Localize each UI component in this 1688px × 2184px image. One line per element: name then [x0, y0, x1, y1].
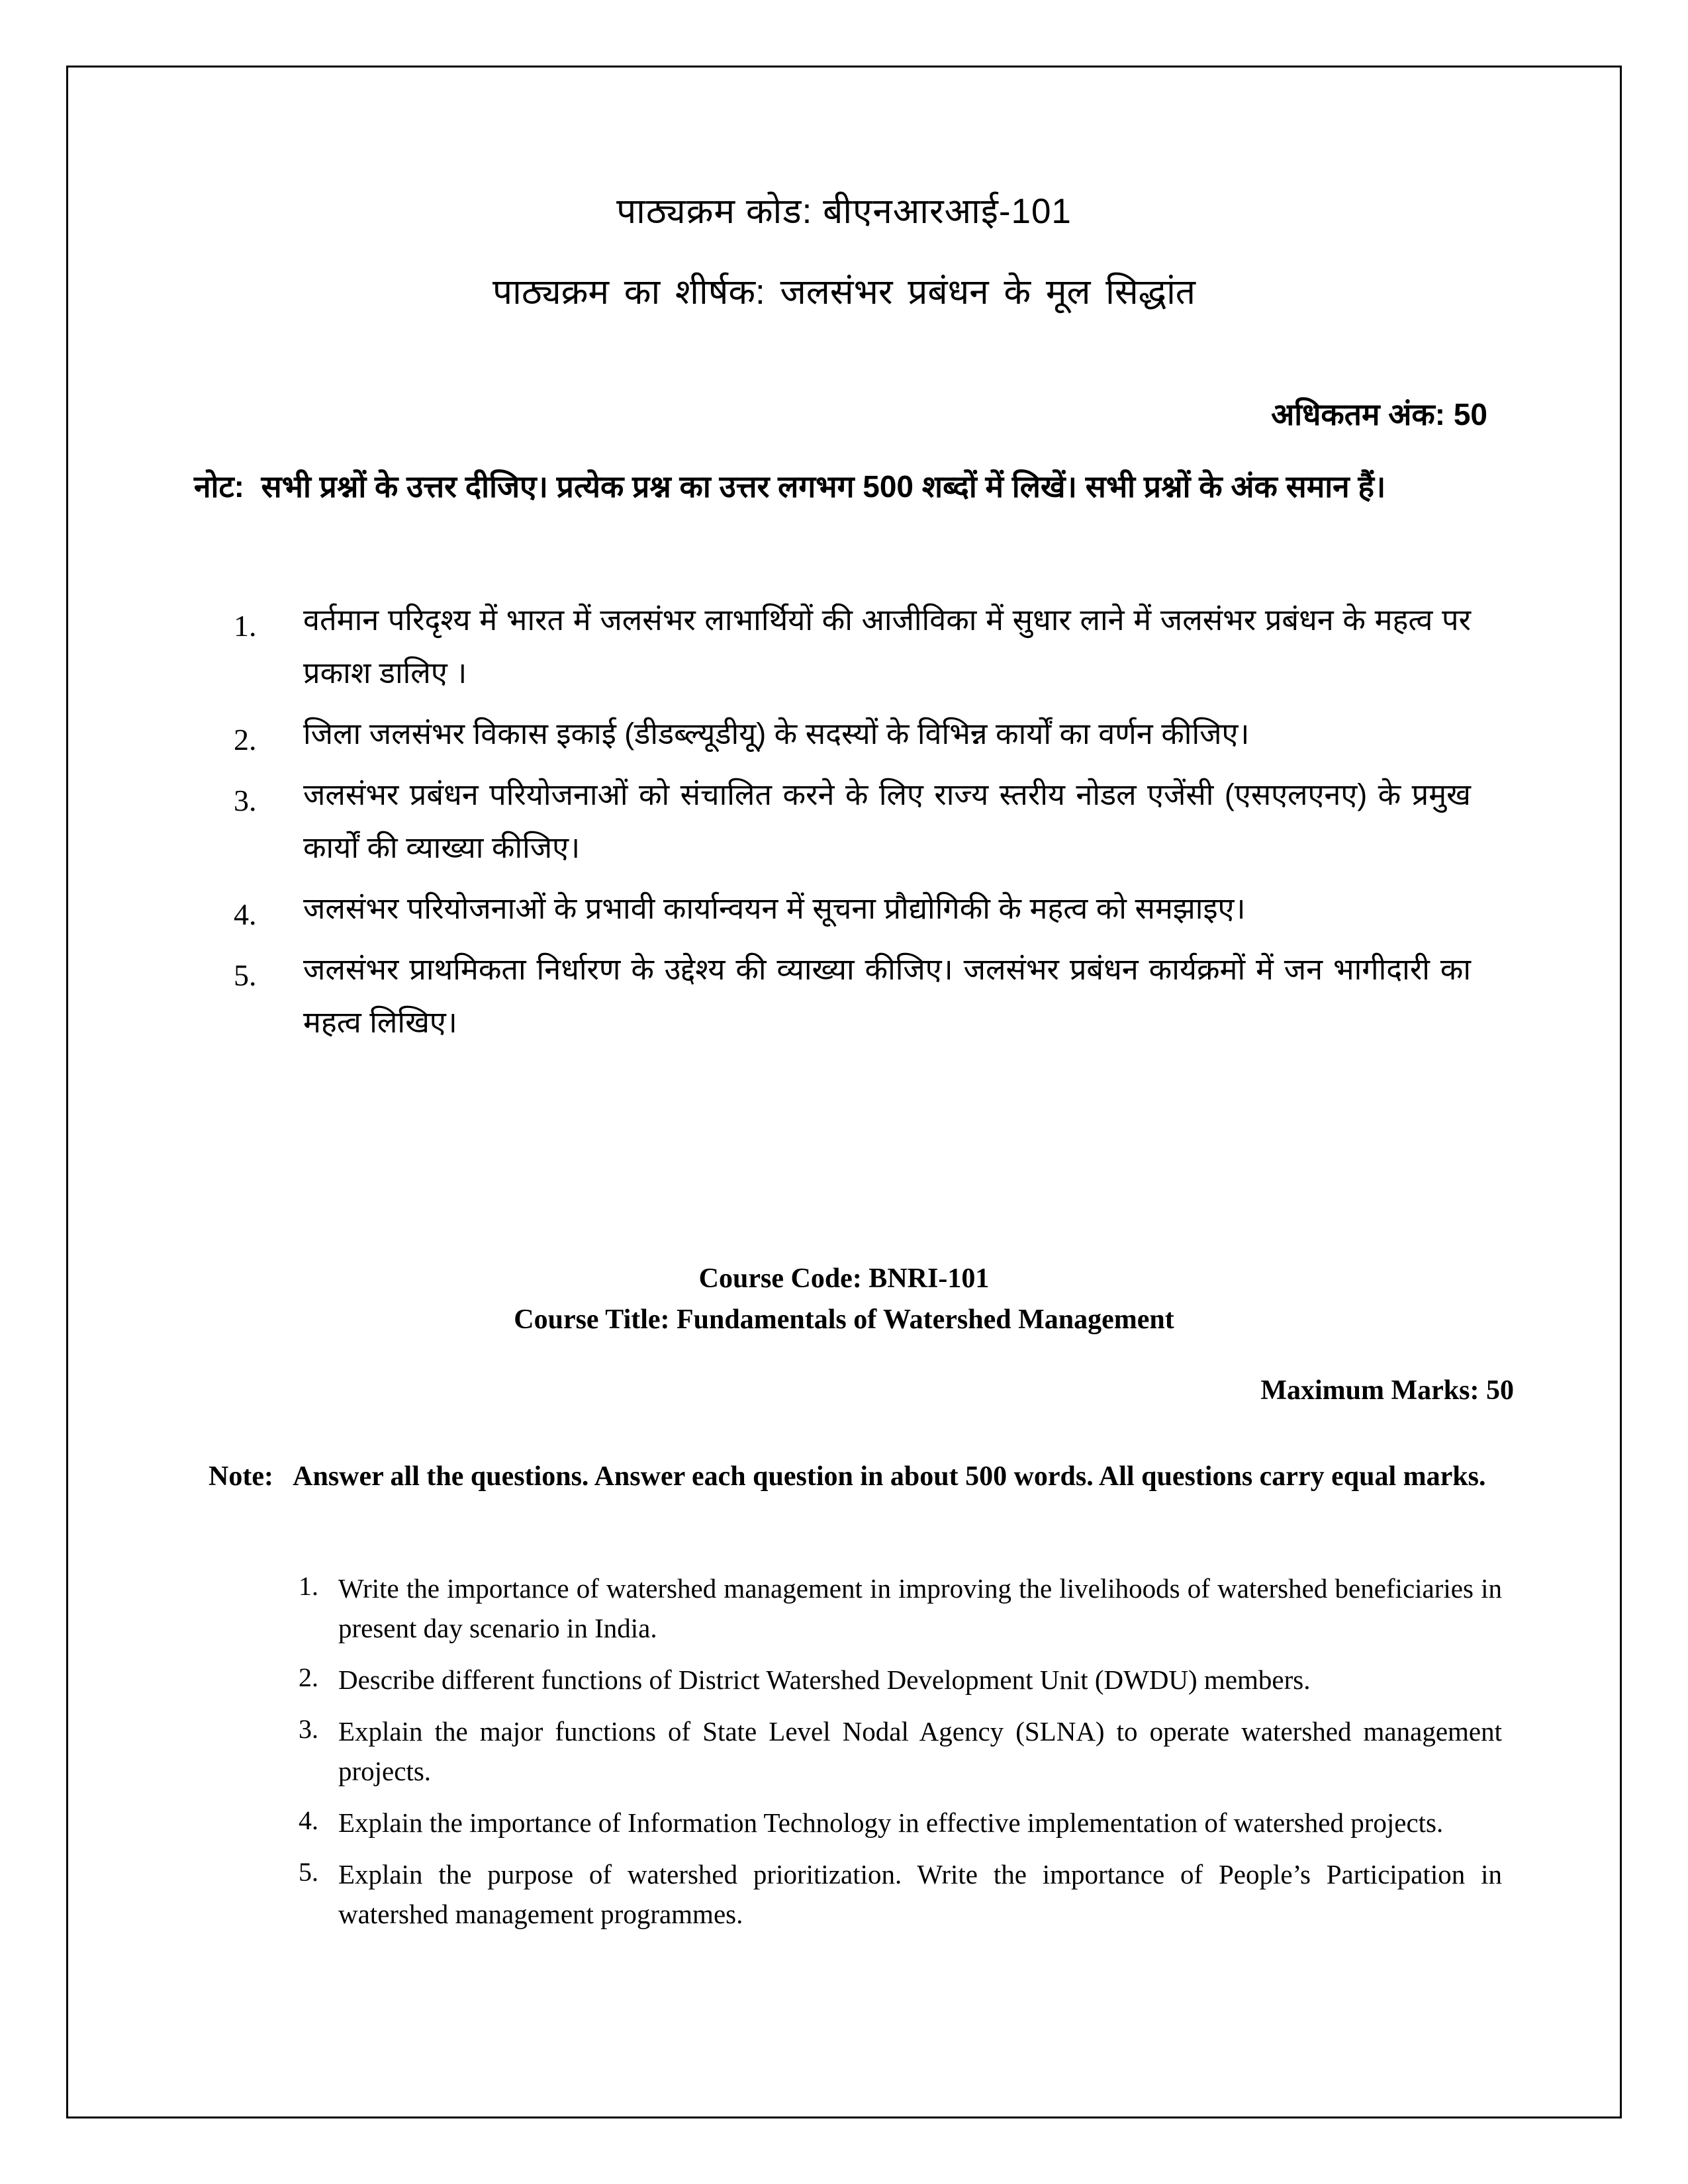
question-number: 4.	[234, 897, 257, 931]
question-row	[299, 1660, 1502, 1700]
question-row	[234, 882, 1471, 935]
question-text: Explain the importance of Information Technology in effective implementation of watershed projects.	[338, 1807, 1444, 1838]
question-row	[299, 1711, 1502, 1791]
question-text: Explain the purpose of watershed prioritization. Write the importance of People’s Participation in watershed management programmes.	[338, 1859, 1502, 1929]
page-border	[66, 66, 1622, 2118]
hindi-note-label: नोट:	[194, 469, 244, 504]
hindi-course-code-heading: पाठ्यक्रम कोड: बीएनआरआई-101	[616, 192, 1072, 231]
english-course-code-heading: Course Code: BNRI-101	[698, 1263, 990, 1294]
question-row	[234, 707, 1471, 760]
question-row	[299, 1569, 1502, 1648]
english-course-title-heading: Course Title: Fundamentals of Watershed Management	[514, 1304, 1174, 1335]
question-text: वर्तमान परिदृश्य में भारत में जलसंभर लाभार्थियों की आजीविका में सुधार लाने में जलसंभर प्रबंधन के महत्व पर प्रकाश डालिए ।	[303, 603, 1471, 690]
question-row	[234, 943, 1471, 1049]
question-text: Describe different functions of District Watershed Development Unit (DWDU) members.	[338, 1664, 1311, 1695]
english-max-marks: Maximum Marks: 50	[1260, 1375, 1514, 1406]
question-text: जलसंभर प्राथमिकता निर्धारण के उद्देश्य की व्याख्या कीजिए। जलसंभर प्रबंधन कार्यक्रमों में जन भागीदारी का महत्व लिखिए।	[303, 952, 1471, 1039]
hindi-note	[194, 457, 1471, 516]
question-number: 1.	[234, 609, 257, 643]
question-row	[299, 1854, 1502, 1934]
question-text: जलसंभर परियोजनाओं के प्रभावी कार्यान्वयन में सूचना प्रौद्योगिकी के महत्व को समझाइए।	[303, 891, 1246, 925]
hindi-question-list	[234, 594, 1471, 1057]
english-note	[209, 1456, 1502, 1498]
hindi-max-marks: अधिकतम अंक: 50	[1271, 397, 1487, 432]
question-text: Explain the major functions of State Level Nodal Agency (SLNA) to operate watershed management projects.	[338, 1716, 1502, 1786]
question-text: Write the importance of watershed management in improving the livelihoods of watershed beneficiaries in present day scenario in India.	[338, 1573, 1502, 1643]
question-number: 2.	[299, 1662, 318, 1692]
question-number: 5.	[299, 1857, 318, 1887]
hindi-course-title-heading: पाठ्यक्रम का शीर्षक: जलसंभर प्रबंधन के मूल सिद्धांत	[492, 273, 1196, 312]
question-number: 1.	[299, 1571, 318, 1601]
hindi-note-text: सभी प्रश्नों के उत्तर दीजिए। प्रत्येक प्रश्न का उत्तर लगभग 500 शब्दों में लिखें। सभी प्रश्नों के अंक समान हैं।	[261, 469, 1386, 504]
english-question-list	[299, 1569, 1502, 1946]
question-number: 4.	[299, 1805, 318, 1835]
question-number: 3.	[234, 784, 257, 817]
question-number: 5.	[234, 958, 257, 992]
question-text: जिला जलसंभर विकास इकाई (डीडब्ल्यूडीयू) के सदस्यों के विभिन्न कार्यों का वर्णन कीजिए।	[303, 717, 1250, 751]
english-note-label: Note:	[209, 1461, 273, 1492]
question-row	[234, 768, 1471, 874]
question-row	[234, 594, 1471, 700]
question-text: जलसंभर प्रबंधन परियोजनाओं को संचालित करने के लिए राज्य स्तरीय नोडल एजेंसी (एसएलएनए) के प्रमुख कार्यों की व्याख्या कीजिए।	[303, 778, 1471, 864]
question-number: 3.	[299, 1714, 318, 1744]
question-row	[299, 1803, 1502, 1843]
english-note-text: Answer all the questions. Answer each question in about 500 words. All questions carry equal marks.	[293, 1461, 1486, 1492]
question-number: 2.	[234, 723, 257, 756]
